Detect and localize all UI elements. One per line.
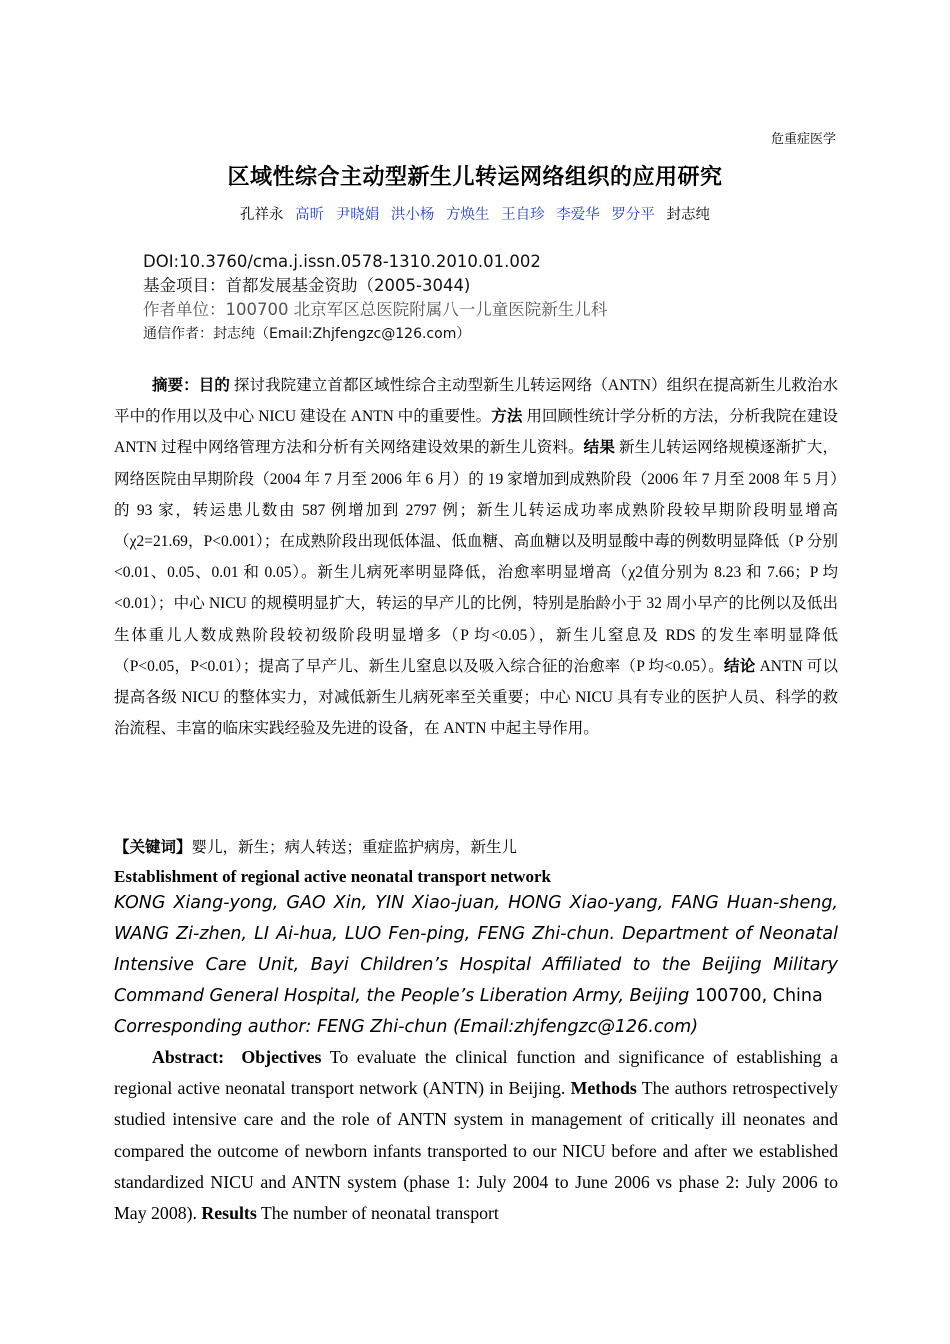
author-list	[0, 203, 950, 224]
methods-en-text: The authors retrospectively studied intensive care and the role of ANTN system in management of critically ill neonates and compared the outcome of newborn infants transported to our NICU before and after we established standardized NICU and ANTN system (phase 1: July 2004 to June 2006 vs phase 2: July 2006 to May 2008).	[114, 1078, 838, 1224]
author-name: 孔祥永	[240, 207, 284, 223]
abstract-label: 摘要：	[152, 377, 199, 394]
english-abstract	[114, 1042, 838, 1229]
objectives-text: To evaluate the clinical function and significance of establishing a regional active neonatal transport network (ANTN) in Beijing.	[114, 1047, 839, 1099]
correspondence: 通信作者：封志纯（Email:Zhjfengzc@126.com）	[143, 326, 471, 342]
author-name[interactable]: 李爱华	[556, 207, 600, 223]
chinese-abstract	[114, 370, 838, 744]
objective-label: 目的	[198, 377, 230, 394]
english-authors	[114, 888, 838, 1043]
conclusion-label: 结论	[724, 657, 756, 675]
author-name[interactable]: 洪小杨	[390, 207, 435, 223]
keywords	[114, 835, 517, 857]
results-label: 结果	[583, 439, 615, 457]
affiliation: 作者单位：100700 北京军区总医院附属八一儿童医院新生儿科	[143, 300, 608, 319]
results-text: 新生儿转运网络规模逐渐扩大，网络医院由早期阶段（2004 年 7 月至 2006 年 6 月）的 19 家增加到成熟阶段（2006 年 7 月至 2008 年 5 月）的 93 家，转运患儿数由 587 例增加到 2797 例；新生儿转运成功率成熟阶段较早期阶段明显增高（χ2=21.69，P<0.001）；在成熟阶段出现低体温、低血糖、高血糖以及明显酸中毒的例数明显降低（P 分别<0.01、0.05、0.01 和 0.05）。新生儿病死率明显降低，治愈率明显增高（χ2值分别为 8.23 和 7.66；P 均<0.01）；中心 NICU 的规模明显扩大，转运的早产儿的比例，特别是胎龄小于 32 周小早产的比例以及低出生体重儿人数成熟阶段较初级阶段明显增多（P 均<0.05），新生儿窒息及 RDS 的发生率明显降低（P<0.05，P<0.01）；提高了早产儿、新生儿窒息以及吸入综合征的治愈率（P 均<0.05）。	[114, 439, 838, 675]
keywords-text: 婴儿，新生；病人转送；重症监护病房，新生儿	[191, 839, 518, 856]
author-name[interactable]: 高昕	[295, 207, 325, 223]
methods-label: 方法	[491, 408, 523, 426]
methods-en-label: Methods	[570, 1078, 637, 1099]
journal-category: 危重症医学	[770, 132, 836, 147]
author-name[interactable]: 王自珍	[501, 207, 545, 223]
english-author-affiliation: KONG Xiang-yong, GAO Xin, YIN Xiao-juan, HONG Xiao-yang, FANG Huan-sheng, WANG Zi-zhen, LI Ai-hua, LUO Fen-ping, FENG Zhi-chun. Department of Neonatal Intensive Care Unit, Bayi Children’s Hospital Affiliated to the Beijing Military Command General Hospital, the People’s Liberation Army, Beijing	[114, 893, 838, 1006]
conclusion-text: ANTN 可以提高各级 NICU 的整体实力，对减低新生儿病死率至关重要；中心 NICU 具有专业的医护人员、科学的救治流程、丰富的临床实践经验及先进的设备，在 ANTN 中起主导作用。	[114, 657, 838, 738]
author-name[interactable]: 罗分平	[611, 207, 655, 223]
author-name: 封志纯	[666, 207, 710, 223]
results-en-text: The number of neonatal transport	[256, 1203, 499, 1224]
article-meta	[143, 250, 607, 346]
abstract-en-label: Abstract:	[152, 1047, 225, 1067]
author-name[interactable]: 方焕生	[446, 207, 490, 223]
objectives-label: Objectives	[241, 1047, 322, 1067]
results-en-label: Results	[201, 1203, 257, 1224]
doi: DOI:10.3760/cma.j.issn.0578-1310.2010.01.002	[143, 252, 541, 271]
keywords-label: 【关键词】	[114, 839, 192, 856]
english-postcode: 100700, China	[689, 986, 823, 1006]
english-corresponding: Corresponding author: FENG Zhi-chun (Email:zhjfengzc@126.com)	[114, 1017, 699, 1037]
fund-info: 基金项目：首都发展基金资助（2005-3044)	[143, 276, 471, 295]
english-title: Establishment of regional active neonatal transport network	[114, 867, 551, 886]
paper-title: 区域性综合主动型新生儿转运网络组织的应用研究	[227, 165, 723, 190]
methods-text: 用回顾性统计学分析的方法，分析我院在建设 ANTN 过程中网络管理方法和分析有关网络建设效果的新生儿资料。	[114, 408, 838, 457]
objective-text: 探讨我院建立首都区域性综合主动型新生儿转运网络（ANTN）组织在提高新生儿救治水平中的作用以及中心 NICU 建设在 ANTN 中的重要性。	[114, 377, 838, 426]
author-name[interactable]: 尹晓娟	[335, 207, 380, 223]
